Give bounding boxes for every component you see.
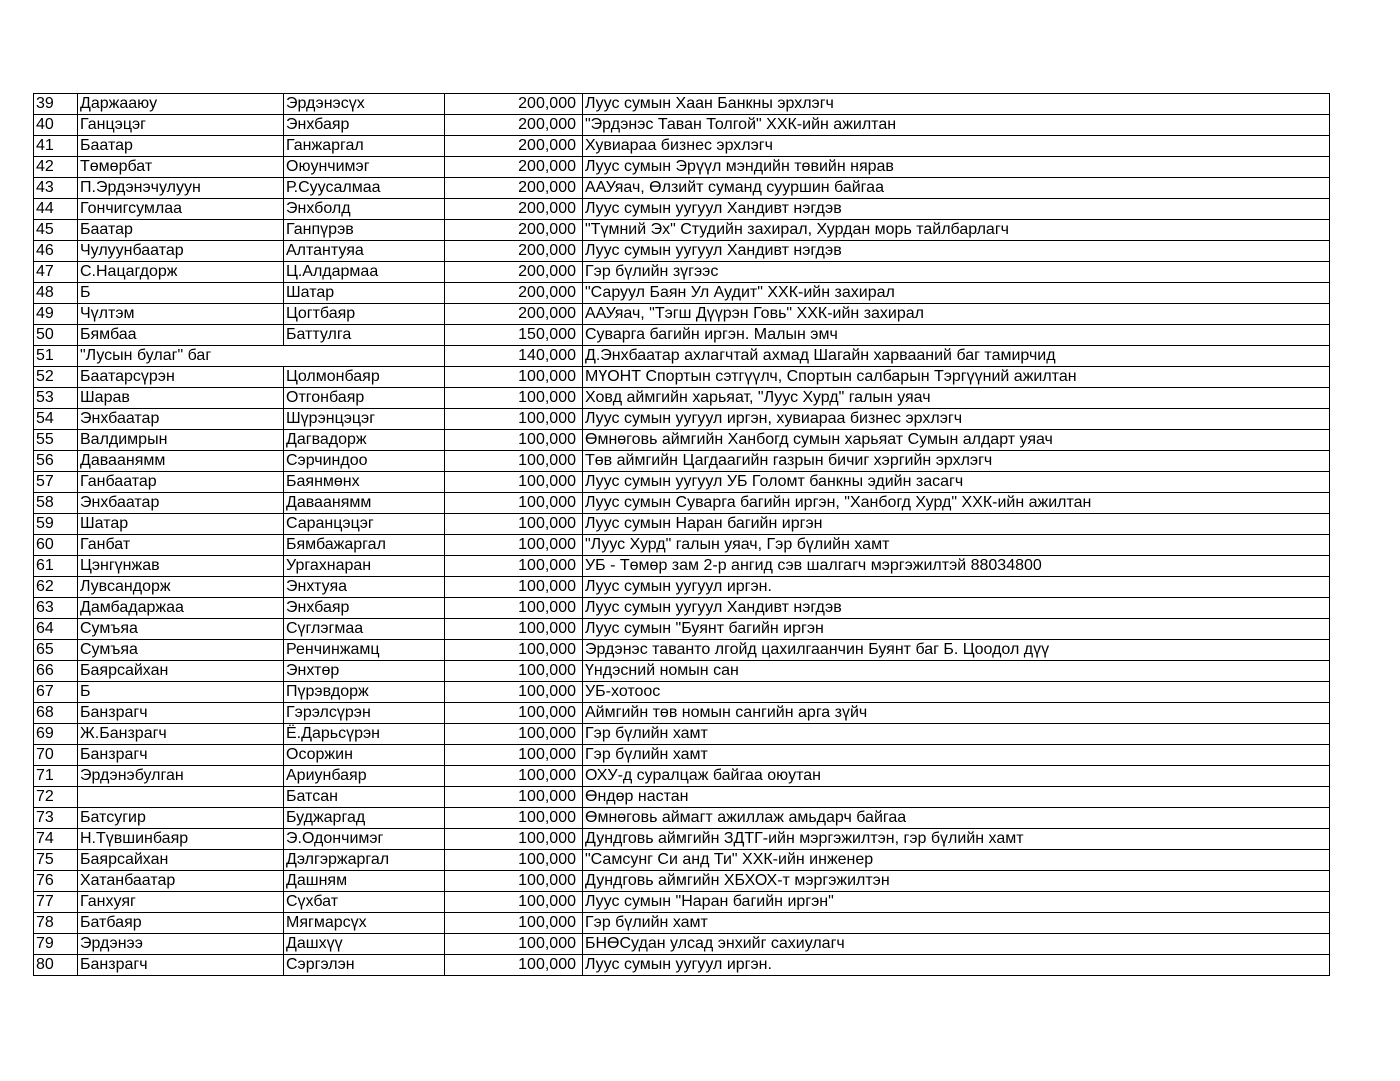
note-cell: МҮОНТ Спортын сэтгүүлч, Спортын салбарын Тэргүүний ажилтан — [583, 367, 1330, 388]
note-cell: Гэр бүлийн хамт — [583, 745, 1330, 766]
given-name-cell: Дагвадорж — [284, 430, 445, 451]
amount-cell: 150,000 — [445, 325, 583, 346]
note-cell: Луус сумын Наран багийн иргэн — [583, 514, 1330, 535]
surname-cell: Банзрагч — [78, 745, 284, 766]
row-number-cell: 55 — [34, 430, 78, 451]
table-row — [34, 262, 1330, 283]
amount-cell: 200,000 — [445, 94, 583, 115]
note-cell: Луус сумын "Наран багийн иргэн" — [583, 892, 1330, 913]
donor-table-body — [34, 94, 1330, 976]
amount-cell: 100,000 — [445, 409, 583, 430]
given-name-cell: Батсан — [284, 787, 445, 808]
table-row — [34, 199, 1330, 220]
amount-cell: 100,000 — [445, 514, 583, 535]
surname-cell: С.Нацагдорж — [78, 262, 284, 283]
amount-cell: 100,000 — [445, 829, 583, 850]
note-cell: Эрдэнэс таванто лгойд цахилгаанчин Буянт баг Б. Цоодол дүү — [583, 640, 1330, 661]
surname-cell: Н.Түвшинбаяр — [78, 829, 284, 850]
surname-cell: Лувсандорж — [78, 577, 284, 598]
note-cell: Луус сумын Суварга багийн иргэн, "Ханбогд Хурд" ХХК-ийн ажилтан — [583, 493, 1330, 514]
row-number-cell: 49 — [34, 304, 78, 325]
given-name-cell: Эрдэнэсүх — [284, 94, 445, 115]
table-row — [34, 451, 1330, 472]
given-name-cell: Оюунчимэг — [284, 157, 445, 178]
amount-cell: 100,000 — [445, 577, 583, 598]
amount-cell: 100,000 — [445, 745, 583, 766]
note-cell: Өмнөговь аймагт ажиллаж амьдарч байгаа — [583, 808, 1330, 829]
note-cell: Луус сумын "Буянт багийн иргэн — [583, 619, 1330, 640]
table-row — [34, 955, 1330, 976]
amount-cell: 100,000 — [445, 556, 583, 577]
amount-cell: 200,000 — [445, 283, 583, 304]
amount-cell: 100,000 — [445, 766, 583, 787]
row-number-cell: 54 — [34, 409, 78, 430]
row-number-cell: 72 — [34, 787, 78, 808]
given-name-cell: Бямбажаргал — [284, 535, 445, 556]
surname-cell: Чулуунбаатар — [78, 241, 284, 262]
amount-cell: 200,000 — [445, 157, 583, 178]
donor-table — [33, 93, 1330, 976]
surname-cell: "Лусын булаг" баг — [78, 346, 445, 367]
note-cell: ААУяач, "Тэгш Дүүрэн Говь" ХХК-ийн захирал — [583, 304, 1330, 325]
amount-cell: 200,000 — [445, 178, 583, 199]
row-number-cell: 75 — [34, 850, 78, 871]
row-number-cell: 74 — [34, 829, 78, 850]
table-row — [34, 136, 1330, 157]
given-name-cell: Саранцэцэг — [284, 514, 445, 535]
surname-cell: Эрдэнэбулган — [78, 766, 284, 787]
note-cell: "Луус Хурд" галын уяач, Гэр бүлийн хамт — [583, 535, 1330, 556]
given-name-cell: Даваанямм — [284, 493, 445, 514]
table-row — [34, 388, 1330, 409]
surname-cell: Гончигсумлаа — [78, 199, 284, 220]
note-cell: Луус сумын Эрүүл мэндийн төвийн нярав — [583, 157, 1330, 178]
amount-cell: 100,000 — [445, 724, 583, 745]
row-number-cell: 41 — [34, 136, 78, 157]
row-number-cell: 63 — [34, 598, 78, 619]
note-cell: Дундговь аймгийн ЗДТГ-ийн мэргэжилтэн, гэр бүлийн хамт — [583, 829, 1330, 850]
given-name-cell: Э.Одончимэг — [284, 829, 445, 850]
amount-cell: 100,000 — [445, 850, 583, 871]
table-row — [34, 808, 1330, 829]
table-row — [34, 514, 1330, 535]
row-number-cell: 43 — [34, 178, 78, 199]
amount-cell: 100,000 — [445, 871, 583, 892]
row-number-cell: 45 — [34, 220, 78, 241]
surname-cell: Энхбаатар — [78, 409, 284, 430]
given-name-cell: Буджаргад — [284, 808, 445, 829]
given-name-cell: Энхтуяа — [284, 577, 445, 598]
note-cell: Гэр бүлийн хамт — [583, 913, 1330, 934]
surname-cell: Батсугир — [78, 808, 284, 829]
surname-cell: Даржааюу — [78, 94, 284, 115]
table-row — [34, 367, 1330, 388]
table-row — [34, 409, 1330, 430]
surname-cell — [78, 787, 284, 808]
amount-cell: 100,000 — [445, 640, 583, 661]
row-number-cell: 56 — [34, 451, 78, 472]
row-number-cell: 69 — [34, 724, 78, 745]
row-number-cell: 77 — [34, 892, 78, 913]
surname-cell: Шарав — [78, 388, 284, 409]
surname-cell: Чүлтэм — [78, 304, 284, 325]
note-cell: Луус сумын уугуул иргэн, хувиараа бизнес эрхлэгч — [583, 409, 1330, 430]
amount-cell: 100,000 — [445, 430, 583, 451]
note-cell: Өндөр настан — [583, 787, 1330, 808]
row-number-cell: 57 — [34, 472, 78, 493]
row-number-cell: 78 — [34, 913, 78, 934]
row-number-cell: 67 — [34, 682, 78, 703]
surname-cell: Хатанбаатар — [78, 871, 284, 892]
table-row — [34, 766, 1330, 787]
amount-cell: 100,000 — [445, 808, 583, 829]
given-name-cell: Энхбаяр — [284, 598, 445, 619]
note-cell: Луус сумын уугуул Хандивт нэгдэв — [583, 241, 1330, 262]
given-name-cell: Ц.Алдармаа — [284, 262, 445, 283]
given-name-cell: Дэлгэржаргал — [284, 850, 445, 871]
table-row — [34, 850, 1330, 871]
surname-cell: Баярсайхан — [78, 661, 284, 682]
table-row — [34, 178, 1330, 199]
surname-cell: Баатар — [78, 220, 284, 241]
note-cell: Луус сумын уугуул Хандивт нэгдэв — [583, 598, 1330, 619]
surname-cell: Баатар — [78, 136, 284, 157]
note-cell: Аймгийн төв номын сангийн арга зүйч — [583, 703, 1330, 724]
note-cell: Д.Энхбаатар ахлагчтай ахмад Шагайн харвааний баг тамирчид — [583, 346, 1330, 367]
amount-cell: 200,000 — [445, 115, 583, 136]
row-number-cell: 50 — [34, 325, 78, 346]
surname-cell: Энхбаатар — [78, 493, 284, 514]
surname-cell: Бямбаа — [78, 325, 284, 346]
row-number-cell: 68 — [34, 703, 78, 724]
row-number-cell: 65 — [34, 640, 78, 661]
surname-cell: Сумъяа — [78, 640, 284, 661]
note-cell: "Түмний Эх" Студийн захирал, Хурдан морь тайлбарлагч — [583, 220, 1330, 241]
given-name-cell: Баттулга — [284, 325, 445, 346]
surname-cell: Ганбат — [78, 535, 284, 556]
note-cell: ААУяач, Өлзийт суманд сууршин байгаа — [583, 178, 1330, 199]
table-row — [34, 241, 1330, 262]
surname-cell: Баярсайхан — [78, 850, 284, 871]
amount-cell: 100,000 — [445, 619, 583, 640]
note-cell: "Эрдэнэс Таван Толгой" ХХК-ийн ажилтан — [583, 115, 1330, 136]
note-cell: "Саруул Баян Ул Аудит" ХХК-ийн захирал — [583, 283, 1330, 304]
row-number-cell: 62 — [34, 577, 78, 598]
table-row — [34, 115, 1330, 136]
amount-cell: 100,000 — [445, 787, 583, 808]
table-row — [34, 619, 1330, 640]
given-name-cell: Пүрэвдорж — [284, 682, 445, 703]
row-number-cell: 52 — [34, 367, 78, 388]
table-row — [34, 94, 1330, 115]
note-cell: БНӨСудан улсад энхийг сахиулагч — [583, 934, 1330, 955]
amount-cell: 100,000 — [445, 661, 583, 682]
given-name-cell: Ганжаргал — [284, 136, 445, 157]
table-row — [34, 682, 1330, 703]
surname-cell: Б — [78, 682, 284, 703]
note-cell: Хувиараа бизнес эрхлэгч — [583, 136, 1330, 157]
table-row — [34, 493, 1330, 514]
surname-cell: Банзрагч — [78, 955, 284, 976]
amount-cell: 200,000 — [445, 199, 583, 220]
table-row — [34, 661, 1330, 682]
note-cell: УБ-хотоос — [583, 682, 1330, 703]
surname-cell: Банзрагч — [78, 703, 284, 724]
given-name-cell: Отгонбаяр — [284, 388, 445, 409]
given-name-cell: Цолмонбаяр — [284, 367, 445, 388]
amount-cell: 100,000 — [445, 472, 583, 493]
row-number-cell: 51 — [34, 346, 78, 367]
surname-cell: Валдимрын — [78, 430, 284, 451]
table-row — [34, 325, 1330, 346]
given-name-cell: Р.Суусалмаа — [284, 178, 445, 199]
given-name-cell: Ариунбаяр — [284, 766, 445, 787]
note-cell: Ховд аймгийн харьяат, "Луус Хурд" галын уяач — [583, 388, 1330, 409]
given-name-cell: Дашхүү — [284, 934, 445, 955]
note-cell: УБ - Төмөр зам 2-р ангид сэв шалгагч мэргэжилтэй 88034800 — [583, 556, 1330, 577]
given-name-cell: Ганпүрэв — [284, 220, 445, 241]
note-cell: Луус сумын уугуул иргэн. — [583, 577, 1330, 598]
row-number-cell: 71 — [34, 766, 78, 787]
note-cell: Өмнөговь аймгийн Ханбогд сумын харьяат Сумын алдарт уяач — [583, 430, 1330, 451]
row-number-cell: 76 — [34, 871, 78, 892]
amount-cell: 200,000 — [445, 262, 583, 283]
given-name-cell: Сүхбат — [284, 892, 445, 913]
given-name-cell: Мягмарсүх — [284, 913, 445, 934]
row-number-cell: 40 — [34, 115, 78, 136]
row-number-cell: 46 — [34, 241, 78, 262]
table-row — [34, 745, 1330, 766]
amount-cell: 100,000 — [445, 388, 583, 409]
table-row — [34, 934, 1330, 955]
amount-cell: 100,000 — [445, 913, 583, 934]
amount-cell: 100,000 — [445, 682, 583, 703]
surname-cell: П.Эрдэнэчулуун — [78, 178, 284, 199]
note-cell: Суварга багийн иргэн. Малын эмч — [583, 325, 1330, 346]
table-row — [34, 913, 1330, 934]
given-name-cell: Сүглэгмаа — [284, 619, 445, 640]
given-name-cell: Энхболд — [284, 199, 445, 220]
row-number-cell: 44 — [34, 199, 78, 220]
note-cell: Луус сумын уугуул Хандивт нэгдэв — [583, 199, 1330, 220]
surname-cell: Б — [78, 283, 284, 304]
given-name-cell: Цогтбаяр — [284, 304, 445, 325]
surname-cell: Ганцэцэг — [78, 115, 284, 136]
row-number-cell: 53 — [34, 388, 78, 409]
amount-cell: 200,000 — [445, 304, 583, 325]
surname-cell: Батбаяр — [78, 913, 284, 934]
table-row — [34, 724, 1330, 745]
table-row — [34, 829, 1330, 850]
table-row — [34, 556, 1330, 577]
table-row — [34, 640, 1330, 661]
row-number-cell: 80 — [34, 955, 78, 976]
given-name-cell: Ургахнаран — [284, 556, 445, 577]
amount-cell: 100,000 — [445, 955, 583, 976]
amount-cell: 100,000 — [445, 598, 583, 619]
note-cell: ОХУ-д суралцаж байгаа оюутан — [583, 766, 1330, 787]
given-name-cell: Энхтөр — [284, 661, 445, 682]
given-name-cell: Гэрэлсүрэн — [284, 703, 445, 724]
note-cell: Луус сумын уугуул иргэн. — [583, 955, 1330, 976]
table-row — [34, 703, 1330, 724]
row-number-cell: 73 — [34, 808, 78, 829]
surname-cell: Ганхуяг — [78, 892, 284, 913]
given-name-cell: Сэрчиндоо — [284, 451, 445, 472]
amount-cell: 100,000 — [445, 451, 583, 472]
amount-cell: 100,000 — [445, 367, 583, 388]
amount-cell: 200,000 — [445, 241, 583, 262]
note-cell: Үндэсний номын сан — [583, 661, 1330, 682]
given-name-cell: Сэргэлэн — [284, 955, 445, 976]
note-cell: Гэр бүлийн хамт — [583, 724, 1330, 745]
table-row — [34, 430, 1330, 451]
surname-cell: Ж.Банзрагч — [78, 724, 284, 745]
surname-cell: Дамбадаржаа — [78, 598, 284, 619]
row-number-cell: 79 — [34, 934, 78, 955]
amount-cell: 140,000 — [445, 346, 583, 367]
surname-cell: Даваанямм — [78, 451, 284, 472]
row-number-cell: 70 — [34, 745, 78, 766]
table-row — [34, 577, 1330, 598]
amount-cell: 100,000 — [445, 892, 583, 913]
given-name-cell: Баянмөнх — [284, 472, 445, 493]
given-name-cell: Алтантуяа — [284, 241, 445, 262]
amount-cell: 100,000 — [445, 535, 583, 556]
row-number-cell: 58 — [34, 493, 78, 514]
row-number-cell: 42 — [34, 157, 78, 178]
surname-cell: Шатар — [78, 514, 284, 535]
note-cell: Төв аймгийн Цагдаагийн газрын бичиг хэргийн эрхлэгч — [583, 451, 1330, 472]
table-row — [34, 157, 1330, 178]
surname-cell: Төмөрбат — [78, 157, 284, 178]
given-name-cell: Энхбаяр — [284, 115, 445, 136]
table-row — [34, 787, 1330, 808]
table-row — [34, 304, 1330, 325]
amount-cell: 200,000 — [445, 220, 583, 241]
amount-cell: 100,000 — [445, 703, 583, 724]
surname-cell: Сумъяа — [78, 619, 284, 640]
table-row — [34, 472, 1330, 493]
surname-cell: Ганбаатар — [78, 472, 284, 493]
table-row — [34, 535, 1330, 556]
given-name-cell: Осоржин — [284, 745, 445, 766]
amount-cell: 100,000 — [445, 934, 583, 955]
note-cell: "Самсунг Си анд Ти" ХХК-ийн инженер — [583, 850, 1330, 871]
table-row — [34, 871, 1330, 892]
surname-cell: Цэнгүнжав — [78, 556, 284, 577]
given-name-cell: Ренчинжамц — [284, 640, 445, 661]
table-row — [34, 283, 1330, 304]
note-cell: Луус сумын уугуул УБ Голомт банкны эдийн засагч — [583, 472, 1330, 493]
given-name-cell: Шатар — [284, 283, 445, 304]
given-name-cell: Шүрэнцэцэг — [284, 409, 445, 430]
note-cell: Гэр бүлийн зүгээс — [583, 262, 1330, 283]
row-number-cell: 47 — [34, 262, 78, 283]
surname-cell: Эрдэнээ — [78, 934, 284, 955]
note-cell: Луус сумын Хаан Банкны эрхлэгч — [583, 94, 1330, 115]
table-row — [34, 346, 1330, 367]
row-number-cell: 66 — [34, 661, 78, 682]
row-number-cell: 60 — [34, 535, 78, 556]
table-row — [34, 220, 1330, 241]
amount-cell: 100,000 — [445, 493, 583, 514]
row-number-cell: 39 — [34, 94, 78, 115]
given-name-cell: Дашням — [284, 871, 445, 892]
note-cell: Дундговь аймгийн ХБХОХ-т мэргэжилтэн — [583, 871, 1330, 892]
table-row — [34, 892, 1330, 913]
row-number-cell: 59 — [34, 514, 78, 535]
table-row — [34, 598, 1330, 619]
surname-cell: Баатарсүрэн — [78, 367, 284, 388]
given-name-cell: Ё.Дарьсүрэн — [284, 724, 445, 745]
row-number-cell: 48 — [34, 283, 78, 304]
amount-cell: 200,000 — [445, 136, 583, 157]
row-number-cell: 61 — [34, 556, 78, 577]
row-number-cell: 64 — [34, 619, 78, 640]
